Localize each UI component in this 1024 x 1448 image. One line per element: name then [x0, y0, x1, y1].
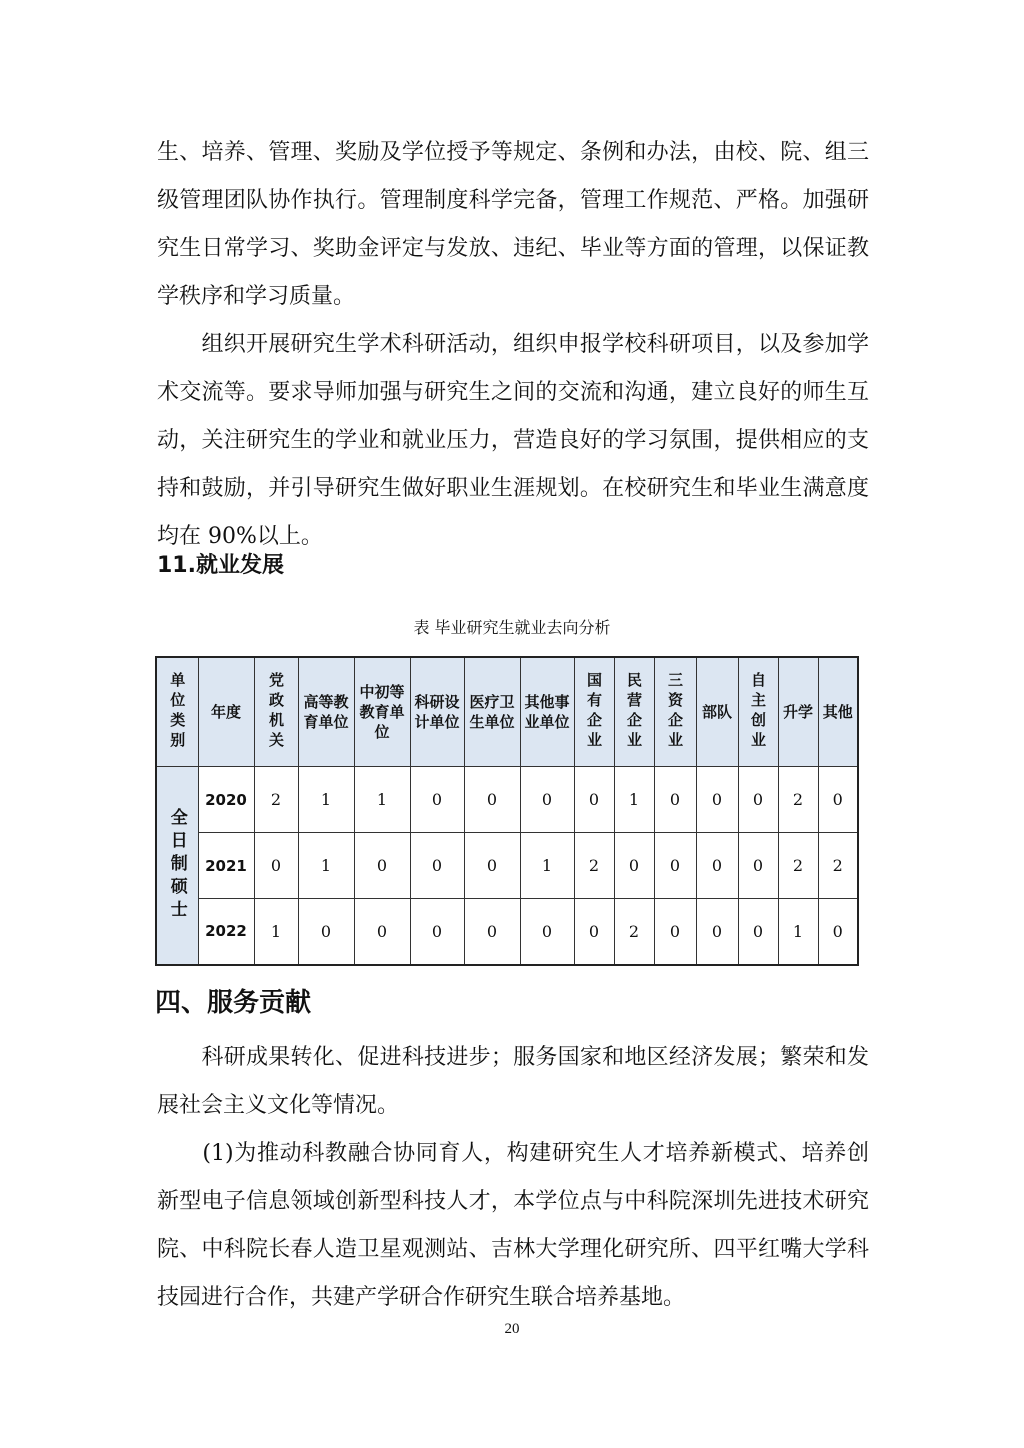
header-category: 单位类别 — [156, 657, 198, 767]
value-cell: 0 — [410, 767, 464, 833]
value-cell: 1 — [298, 833, 354, 899]
table-header-row — [156, 657, 858, 767]
section-heading-service: 四、服务贡献 — [155, 988, 312, 1018]
value-cell: 2 — [614, 899, 654, 965]
value-cell: 0 — [574, 899, 614, 965]
header-private: 民营企业 — [614, 657, 654, 767]
value-cell: 0 — [354, 833, 410, 899]
value-cell: 2 — [574, 833, 614, 899]
value-cell: 0 — [464, 767, 520, 833]
year-cell: 2022 — [198, 899, 254, 965]
header-research-design: 科研设计单位 — [410, 657, 464, 767]
year-cell: 2021 — [198, 833, 254, 899]
header-further-study: 升学 — [778, 657, 818, 767]
value-cell: 0 — [410, 899, 464, 965]
value-cell: 0 — [696, 899, 738, 965]
paragraph-service-intro: 科研成果转化、促进科技进步；服务国家和地区经济发展；繁荣和发展社会主义文化等情况。 — [157, 1045, 869, 1118]
value-cell: 1 — [298, 767, 354, 833]
value-cell: 1 — [520, 833, 574, 899]
header-medical: 医疗卫生单位 — [464, 657, 520, 767]
value-cell: 0 — [818, 767, 858, 833]
page-number: 20 — [504, 1321, 520, 1337]
header-others: 其他 — [818, 657, 858, 767]
header-other-public: 其他事业单位 — [520, 657, 574, 767]
value-cell: 0 — [464, 833, 520, 899]
value-cell: 0 — [464, 899, 520, 965]
table-row — [156, 899, 858, 965]
value-cell: 1 — [254, 899, 298, 965]
value-cell: 0 — [654, 899, 696, 965]
value-cell: 0 — [654, 767, 696, 833]
value-cell: 2 — [818, 833, 858, 899]
value-cell: 0 — [654, 833, 696, 899]
value-cell: 2 — [778, 767, 818, 833]
header-year: 年度 — [198, 657, 254, 767]
value-cell: 2 — [778, 833, 818, 899]
value-cell: 2 — [254, 767, 298, 833]
header-foreign-invested: 三资企业 — [654, 657, 696, 767]
paragraph-research-activities: 组织开展研究生学术科研活动，组织申报学校科研项目，以及参加学术交流等。要求导师加强与研究生之间的交流和沟通，建立良好的师生互动，关注研究生的学业和就业压力，营造良好的学习氛围，提供相应的支持和鼓励，并引导研究生做好职业生涯规划。在校研究生和毕业生满意度均在 90%以上。 — [157, 332, 869, 549]
value-cell: 1 — [614, 767, 654, 833]
paragraph-cooperation: (1)为推动科教融合协同育人，构建研究生人才培养新模式、培养创新型电子信息领域创新型科技人才，本学位点与中科院深圳先进技术研究院、中科院长春人造卫星观测站、吉林大学理化研究所、四平红嘴大学科技园进行合作，共建产学研合作研究生联合培养基地。 — [157, 1141, 869, 1310]
value-cell: 0 — [818, 899, 858, 965]
value-cell: 1 — [778, 899, 818, 965]
paragraph-management: 生、培养、管理、奖励及学位授予等规定、条例和办法，由校、院、组三级管理团队协作执行。管理制度科学完备，管理工作规范、严格。加强研究生日常学习、奖助金评定与发放、违纪、毕业等方面的管理，以保证教学秩序和学习质量。 — [157, 140, 869, 309]
value-cell: 0 — [298, 899, 354, 965]
value-cell: 0 — [520, 767, 574, 833]
category-cell: 全日制硕士 — [156, 767, 198, 965]
value-cell: 0 — [696, 767, 738, 833]
value-cell: 0 — [696, 833, 738, 899]
table-caption: 表 毕业研究生就业去向分析 — [413, 618, 611, 637]
value-cell: 0 — [738, 899, 778, 965]
value-cell: 0 — [614, 833, 654, 899]
employment-table — [155, 656, 857, 966]
year-cell: 2020 — [198, 767, 254, 833]
subheading-employment: 11.就业发展 — [157, 553, 284, 578]
value-cell: 0 — [254, 833, 298, 899]
header-state-owned: 国有企业 — [574, 657, 614, 767]
value-cell: 0 — [738, 833, 778, 899]
value-cell: 0 — [520, 899, 574, 965]
header-military: 部队 — [696, 657, 738, 767]
value-cell: 0 — [354, 899, 410, 965]
value-cell: 1 — [354, 767, 410, 833]
value-cell: 0 — [738, 767, 778, 833]
header-government: 党政机关 — [254, 657, 298, 767]
header-higher-education: 高等教育单位 — [298, 657, 354, 767]
table-row — [156, 767, 858, 833]
table-row — [156, 833, 858, 899]
value-cell: 0 — [410, 833, 464, 899]
header-primary-secondary-education: 中初等教育单位 — [354, 657, 410, 767]
header-self-employed: 自主创业 — [738, 657, 778, 767]
value-cell: 0 — [574, 767, 614, 833]
